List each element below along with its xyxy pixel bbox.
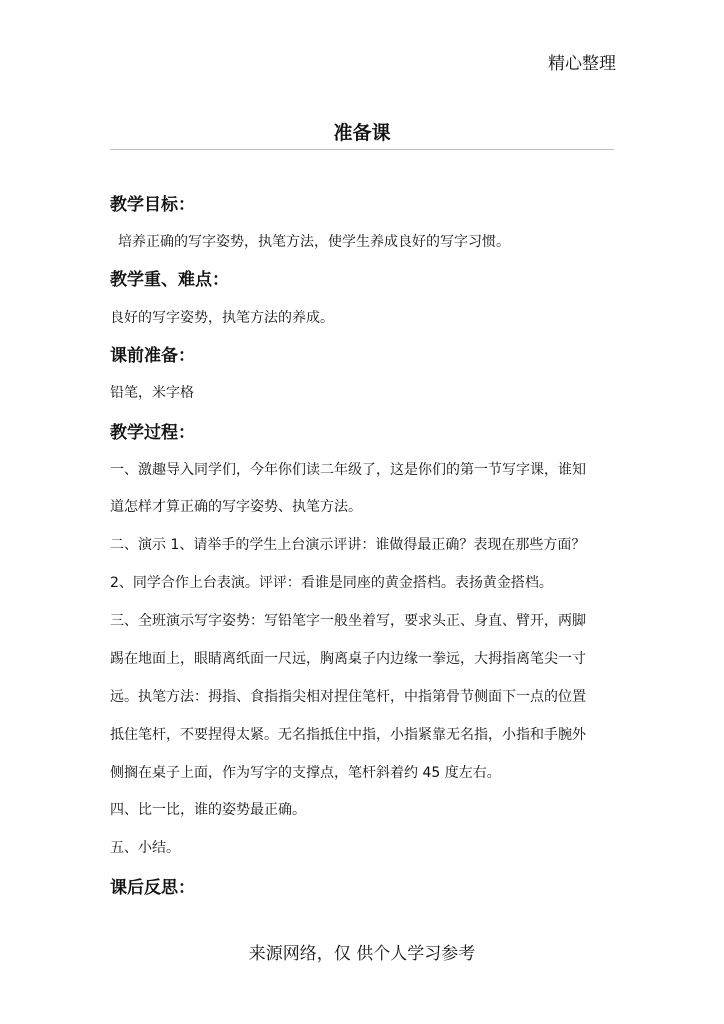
process-line: 踢在地面上，眼睛离纸面一尺远，胸离桌子内边缘一拳远，大拇指离笔尖一寸 [110,651,586,667]
process-line: 四、比一比，谁的姿势最正确。 [110,802,306,818]
process-line: 道怎样才算正确的写字姿势、执笔方法。 [110,499,362,515]
process-line: 二、演示 1、请举手的学生上台演示评讲：谁做得最正确？表现在那些方面？ [110,537,586,553]
footer-note: 来源网络，仅 供个人学习参考 [248,944,476,964]
header-note: 精心整理 [548,54,616,74]
key-points-text: 良好的写字姿势，执笔方法的养成。 [110,310,334,326]
process-heading: 教学过程： [110,423,195,443]
objectives-heading: 教学目标： [110,195,195,215]
process-line: 三、全班演示写字姿势：写铅笔字一般坐着写，要求头正、身直、臂开，两脚 [110,613,586,629]
process-line: 侧搁在桌子上面，作为写字的支撑点，笔杆斜着约 45 度左右。 [110,765,501,781]
preparation-heading: 课前准备： [110,346,195,366]
process-line: 远。执笔方法：拇指、食指指尖相对捏住笔杆，中指第骨节侧面下一点的位置 [110,689,586,705]
process-line: 抵住笔杆，不要捏得太紧。无名指抵住中指，小指紧靠无名指，小指和手腕外 [110,727,586,743]
process-line: 一、激趣导入同学们，今年你们读二年级了，这是你们的第一节写字课，谁知 [110,462,586,478]
title-divider [110,149,614,150]
preparation-text: 铅笔，米字格 [110,385,194,401]
reflection-heading: 课后反思： [110,878,195,898]
objectives-text: 培养正确的写字姿势，执笔方法，使学生养成良好的写字习惯。 [118,234,510,250]
key-points-heading: 教学重、难点： [110,270,229,290]
page-title: 准备课 [333,122,391,144]
process-line: 2、同学合作上台表演。评评：看谁是同座的黄金搭档。表扬黄金搭档。 [110,575,553,591]
process-line: 五、小结。 [110,840,180,856]
